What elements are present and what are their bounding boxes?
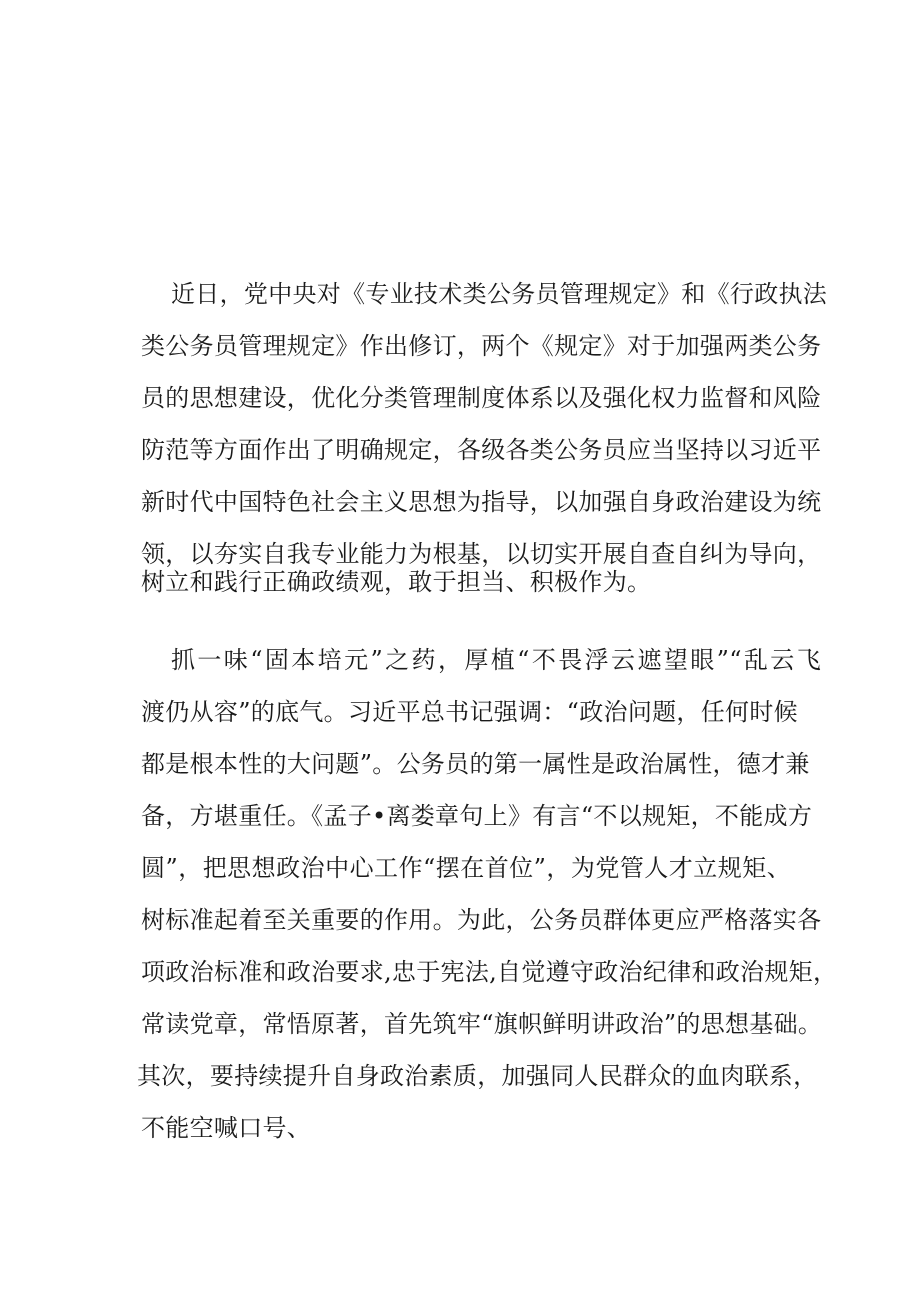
paragraph-1-line-1: 近日，党中央对《专业技术类公务员管理规定》和《行政执法 <box>171 280 828 308</box>
paragraph-1-line-7: 树立和践行正确政绩观，敢于担当、积极作为。 <box>141 568 652 596</box>
paragraph-2-line-1: 抓一味“固本培元”之药，厚植“不畏浮云遮望眼”“乱云飞 <box>171 646 821 674</box>
paragraph-1-line-5: 新时代中国特色社会主义思想为指导，以加强自身政治建设为统 <box>141 488 822 516</box>
paragraph-1-line-6: 领，以夯实自我专业能力为根基，以切实开展自查自纠为导向， <box>141 540 822 568</box>
paragraph-2-line-9: 其次，要持续提升自身政治素质，加强同人民群众的血肉联系， <box>137 1062 818 1090</box>
paragraph-1-line-4: 防范等方面作出了明确规定，各级各类公务员应当坚持以习近平 <box>141 436 822 464</box>
paragraph-2-line-10: 不能空喊口号、 <box>141 1114 312 1142</box>
paragraph-2-line-3: 都是根本性的大问题”。公务员的第一属性是政治属性，德才兼 <box>141 750 810 778</box>
paragraph-1-line-2: 类公务员管理规定》作出修订，两个《规定》对于加强两类公务 <box>141 332 822 360</box>
paragraph-2-line-4: 备，方堪重任。《孟子•离娄章句上》有言“不以规矩，不能成方 <box>141 802 813 830</box>
paragraph-1-line-3: 员的思想建设，优化分类管理制度体系以及强化权力监督和风险 <box>141 384 822 412</box>
paragraph-2-line-8: 常读党章，常悟原著，首先筑牢“旗帜鲜明讲政治”的思想基础。 <box>141 1010 823 1038</box>
paragraph-2-line-2: 渡仍从容”的底气。习近平总书记强调：“政治问题，任何时候 <box>141 698 798 726</box>
paragraph-2-line-6: 树标准起着至关重要的作用。为此，公务员群体更应严格落实各 <box>141 906 822 934</box>
paragraph-2-line-5: 圆”，把思想政治中心工作“摆在首位”，为党管人才立规矩、 <box>141 854 791 882</box>
paragraph-2-line-7: 项政治标准和政治要求,忠于宪法,自觉遵守政治纪律和政治规矩， <box>141 958 838 986</box>
